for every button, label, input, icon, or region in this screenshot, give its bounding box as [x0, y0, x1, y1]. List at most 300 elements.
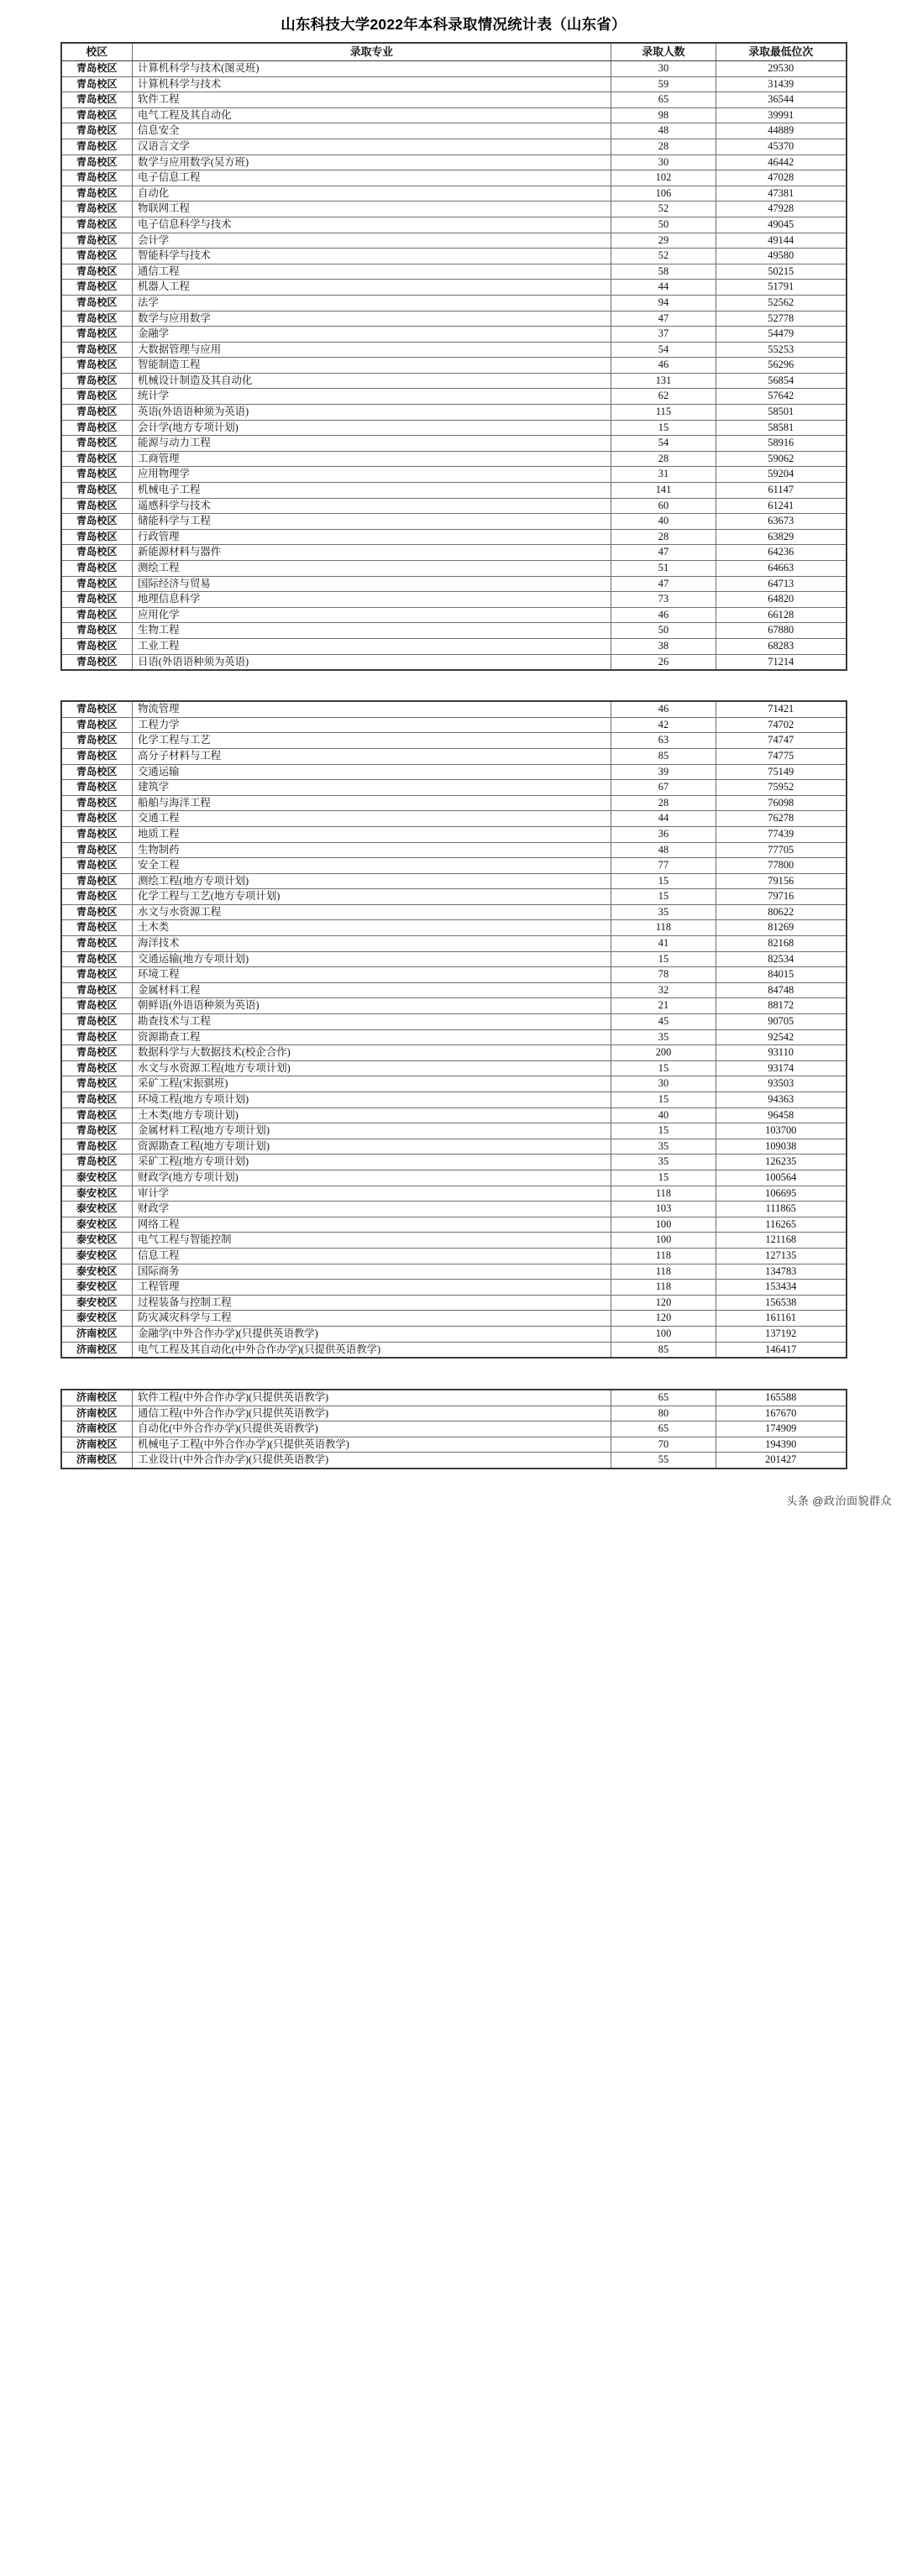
cell-count: 28	[611, 795, 716, 811]
cell-campus: 青岛校区	[61, 342, 133, 358]
cell-campus: 青岛校区	[61, 483, 133, 499]
cell-rank: 29530	[716, 61, 847, 77]
cell-campus: 泰安校区	[61, 1248, 133, 1264]
cell-count: 102	[611, 170, 716, 186]
cell-major: 工商管理	[133, 451, 611, 467]
table-row	[61, 1092, 847, 1108]
table-row	[61, 1248, 847, 1264]
cell-count: 54	[611, 436, 716, 452]
cell-major: 计算机科学与技术(图灵班)	[133, 61, 611, 77]
table-row	[61, 811, 847, 827]
table-row	[61, 1264, 847, 1280]
cell-major: 测绘工程	[133, 561, 611, 577]
table-row	[61, 451, 847, 467]
cell-count: 78	[611, 967, 716, 983]
cell-campus: 泰安校区	[61, 1170, 133, 1186]
table-row	[61, 936, 847, 952]
cell-campus: 青岛校区	[61, 1060, 133, 1076]
cell-campus: 青岛校区	[61, 123, 133, 139]
cell-count: 44	[611, 811, 716, 827]
table-row	[61, 342, 847, 358]
cell-major: 勘查技术与工程	[133, 1014, 611, 1030]
cell-major: 电气工程及其自动化	[133, 107, 611, 123]
cell-campus: 青岛校区	[61, 592, 133, 608]
cell-major: 计算机科学与技术	[133, 76, 611, 92]
table-header-row	[61, 43, 847, 61]
cell-major: 会计学	[133, 233, 611, 249]
cell-rank: 61147	[716, 483, 847, 499]
cell-campus: 青岛校区	[61, 701, 133, 717]
cell-campus: 泰安校区	[61, 1280, 133, 1296]
cell-count: 70	[611, 1437, 716, 1453]
table-row	[61, 107, 847, 123]
table-row	[61, 920, 847, 936]
cell-major: 软件工程(中外合作办学)(只提供英语教学)	[133, 1390, 611, 1406]
table-row	[61, 1202, 847, 1217]
cell-campus: 青岛校区	[61, 498, 133, 514]
cell-count: 37	[611, 327, 716, 343]
table-row	[61, 733, 847, 749]
cell-major: 国际经济与贸易	[133, 576, 611, 592]
table-row	[61, 1453, 847, 1469]
table-row	[61, 1154, 847, 1170]
cell-major: 新能源材料与器件	[133, 545, 611, 561]
cell-count: 15	[611, 1123, 716, 1139]
cell-count: 30	[611, 61, 716, 77]
cell-count: 30	[611, 1076, 716, 1092]
cell-count: 58	[611, 264, 716, 280]
cell-campus: 青岛校区	[61, 842, 133, 858]
table-row	[61, 1295, 847, 1311]
table-row	[61, 123, 847, 139]
cell-campus: 青岛校区	[61, 1154, 133, 1170]
cell-rank: 61241	[716, 498, 847, 514]
cell-count: 15	[611, 951, 716, 967]
table-row	[61, 358, 847, 374]
cell-rank: 55253	[716, 342, 847, 358]
cell-major: 自动化	[133, 186, 611, 202]
cell-major: 朝鲜语(外语语种须为英语)	[133, 998, 611, 1014]
cell-rank: 50215	[716, 264, 847, 280]
cell-count: 100	[611, 1326, 716, 1342]
cell-count: 50	[611, 217, 716, 233]
cell-major: 统计学	[133, 389, 611, 405]
cell-count: 77	[611, 858, 716, 874]
table-row	[61, 92, 847, 108]
cell-rank: 58916	[716, 436, 847, 452]
cell-campus: 青岛校区	[61, 920, 133, 936]
cell-major: 环境工程(地方专项计划)	[133, 1092, 611, 1108]
cell-count: 30	[611, 154, 716, 170]
cell-count: 50	[611, 623, 716, 639]
table-row	[61, 498, 847, 514]
cell-rank: 49580	[716, 249, 847, 264]
cell-rank: 77800	[716, 858, 847, 874]
cell-campus: 青岛校区	[61, 295, 133, 311]
cell-major: 化学工程与工艺	[133, 733, 611, 749]
cell-rank: 71421	[716, 701, 847, 717]
cell-campus: 青岛校区	[61, 998, 133, 1014]
cell-major: 财政学(地方专项计划)	[133, 1170, 611, 1186]
cell-campus: 泰安校区	[61, 1233, 133, 1249]
cell-count: 65	[611, 1390, 716, 1406]
cell-rank: 64820	[716, 592, 847, 608]
cell-count: 47	[611, 576, 716, 592]
cell-campus: 济南校区	[61, 1406, 133, 1422]
cell-rank: 127135	[716, 1248, 847, 1264]
cell-campus: 青岛校区	[61, 249, 133, 264]
table-row	[61, 311, 847, 327]
cell-campus: 青岛校区	[61, 967, 133, 983]
cell-rank: 161161	[716, 1311, 847, 1327]
cell-rank: 79156	[716, 873, 847, 889]
cell-campus: 泰安校区	[61, 1264, 133, 1280]
cell-campus: 青岛校区	[61, 1107, 133, 1123]
cell-rank: 111865	[716, 1202, 847, 1217]
cell-major: 交通工程	[133, 811, 611, 827]
cell-rank: 59062	[716, 451, 847, 467]
table-row	[61, 139, 847, 154]
cell-major: 储能科学与工程	[133, 514, 611, 530]
cell-major: 物联网工程	[133, 202, 611, 217]
cell-major: 海洋技术	[133, 936, 611, 952]
cell-major: 会计学(地方专项计划)	[133, 420, 611, 436]
cell-count: 85	[611, 1342, 716, 1358]
cell-campus: 济南校区	[61, 1342, 133, 1358]
cell-major: 国际商务	[133, 1264, 611, 1280]
cell-campus: 青岛校区	[61, 405, 133, 421]
cell-count: 65	[611, 92, 716, 108]
cell-count: 41	[611, 936, 716, 952]
cell-campus: 青岛校区	[61, 264, 133, 280]
cell-campus: 青岛校区	[61, 576, 133, 592]
cell-rank: 76098	[716, 795, 847, 811]
table-row	[61, 483, 847, 499]
cell-count: 118	[611, 1264, 716, 1280]
cell-rank: 84748	[716, 982, 847, 998]
cell-campus: 青岛校区	[61, 389, 133, 405]
table-row	[61, 889, 847, 905]
cell-rank: 82168	[716, 936, 847, 952]
cell-count: 131	[611, 373, 716, 389]
cell-major: 法学	[133, 295, 611, 311]
cell-major: 资源勘查工程(地方专项计划)	[133, 1139, 611, 1154]
cell-rank: 56296	[716, 358, 847, 374]
cell-major: 机械电子工程(中外合作办学)(只提供英语教学)	[133, 1437, 611, 1453]
cell-campus: 泰安校区	[61, 1202, 133, 1217]
cell-campus: 青岛校区	[61, 92, 133, 108]
cell-campus: 青岛校区	[61, 139, 133, 154]
table-row	[61, 764, 847, 780]
cell-campus: 青岛校区	[61, 1092, 133, 1108]
cell-campus: 青岛校区	[61, 76, 133, 92]
cell-campus: 青岛校区	[61, 358, 133, 374]
cell-major: 水文与水资源工程(地方专项计划)	[133, 1060, 611, 1076]
cell-rank: 52778	[716, 311, 847, 327]
table-row	[61, 967, 847, 983]
cell-count: 28	[611, 529, 716, 545]
cell-count: 80	[611, 1406, 716, 1422]
table-row	[61, 795, 847, 811]
cell-count: 118	[611, 1248, 716, 1264]
table-row	[61, 1280, 847, 1296]
cell-count: 54	[611, 342, 716, 358]
cell-count: 59	[611, 76, 716, 92]
cell-campus: 泰安校区	[61, 1295, 133, 1311]
cell-count: 100	[611, 1233, 716, 1249]
table-row	[61, 264, 847, 280]
cell-campus: 青岛校区	[61, 373, 133, 389]
table-row	[61, 561, 847, 577]
cell-major: 电子信息工程	[133, 170, 611, 186]
cell-campus: 泰安校区	[61, 1186, 133, 1202]
cell-major: 金融学(中外合作办学)(只提供英语教学)	[133, 1326, 611, 1342]
table-row	[61, 1123, 847, 1139]
cell-major: 水文与水资源工程	[133, 904, 611, 920]
table-row	[61, 826, 847, 842]
cell-major: 船舶与海洋工程	[133, 795, 611, 811]
cell-campus: 青岛校区	[61, 420, 133, 436]
cell-rank: 100564	[716, 1170, 847, 1186]
cell-rank: 90705	[716, 1014, 847, 1030]
cell-rank: 58581	[716, 420, 847, 436]
cell-rank: 88172	[716, 998, 847, 1014]
cell-count: 15	[611, 1060, 716, 1076]
cell-major: 土木类	[133, 920, 611, 936]
cell-rank: 146417	[716, 1342, 847, 1358]
cell-rank: 167670	[716, 1406, 847, 1422]
cell-campus: 青岛校区	[61, 795, 133, 811]
cell-rank: 74702	[716, 717, 847, 733]
table-row	[61, 1326, 847, 1342]
cell-major: 审计学	[133, 1186, 611, 1202]
cell-count: 39	[611, 764, 716, 780]
cell-count: 115	[611, 405, 716, 421]
cell-major: 过程装备与控制工程	[133, 1295, 611, 1311]
cell-count: 47	[611, 311, 716, 327]
cell-count: 141	[611, 483, 716, 499]
cell-campus: 青岛校区	[61, 748, 133, 764]
table-row	[61, 576, 847, 592]
cell-rank: 77705	[716, 842, 847, 858]
cell-count: 15	[611, 420, 716, 436]
cell-rank: 165588	[716, 1390, 847, 1406]
footer-credit: 头条 @政治面貌群众	[786, 1495, 892, 1508]
table-part-3	[60, 1389, 847, 1469]
cell-major: 数学与应用数学	[133, 311, 611, 327]
cell-count: 48	[611, 842, 716, 858]
cell-rank: 47381	[716, 186, 847, 202]
cell-rank: 92542	[716, 1029, 847, 1045]
table-row	[61, 436, 847, 452]
cell-rank: 71214	[716, 654, 847, 670]
cell-major: 通信工程(中外合作办学)(只提供英语教学)	[133, 1406, 611, 1422]
table-row	[61, 1311, 847, 1327]
cell-rank: 153434	[716, 1280, 847, 1296]
cell-rank: 68283	[716, 638, 847, 654]
table-part-1	[60, 42, 847, 671]
cell-rank: 64713	[716, 576, 847, 592]
cell-rank: 174909	[716, 1422, 847, 1437]
cell-count: 46	[611, 358, 716, 374]
cell-major: 电气工程与智能控制	[133, 1233, 611, 1249]
cell-rank: 103700	[716, 1123, 847, 1139]
cell-major: 金融学	[133, 327, 611, 343]
cell-campus: 青岛校区	[61, 811, 133, 827]
cell-rank: 137192	[716, 1326, 847, 1342]
cell-major: 采矿工程(宋振骐班)	[133, 1076, 611, 1092]
table-row	[61, 1029, 847, 1045]
cell-rank: 156538	[716, 1295, 847, 1311]
cell-campus: 青岛校区	[61, 951, 133, 967]
cell-count: 35	[611, 1029, 716, 1045]
cell-rank: 94363	[716, 1092, 847, 1108]
table-row	[61, 217, 847, 233]
cell-campus: 济南校区	[61, 1390, 133, 1406]
cell-campus: 青岛校区	[61, 280, 133, 296]
table-row	[61, 654, 847, 670]
cell-count: 21	[611, 998, 716, 1014]
table-row	[61, 1139, 847, 1154]
table-row	[61, 1060, 847, 1076]
cell-count: 48	[611, 123, 716, 139]
cell-major: 机械设计制造及其自动化	[133, 373, 611, 389]
table-row	[61, 295, 847, 311]
cell-campus: 青岛校区	[61, 1045, 133, 1061]
cell-campus: 青岛校区	[61, 529, 133, 545]
cell-major: 机械电子工程	[133, 483, 611, 499]
cell-rank: 80622	[716, 904, 847, 920]
cell-major: 软件工程	[133, 92, 611, 108]
cell-rank: 66128	[716, 607, 847, 623]
cell-major: 金属材料工程	[133, 982, 611, 998]
cell-count: 31	[611, 467, 716, 483]
column-header-count: 录取人数	[611, 43, 716, 61]
cell-campus: 青岛校区	[61, 873, 133, 889]
cell-major: 信息工程	[133, 1248, 611, 1264]
cell-count: 120	[611, 1295, 716, 1311]
cell-rank: 56854	[716, 373, 847, 389]
cell-rank: 54479	[716, 327, 847, 343]
table-row	[61, 1045, 847, 1061]
cell-rank: 84015	[716, 967, 847, 983]
cell-campus: 青岛校区	[61, 1123, 133, 1139]
table-row	[61, 170, 847, 186]
cell-campus: 济南校区	[61, 1437, 133, 1453]
cell-rank: 109038	[716, 1139, 847, 1154]
cell-campus: 泰安校区	[61, 1311, 133, 1327]
cell-count: 51	[611, 561, 716, 577]
cell-major: 工程力学	[133, 717, 611, 733]
cell-campus: 青岛校区	[61, 154, 133, 170]
cell-major: 电气工程及其自动化(中外合作办学)(只提供英语教学)	[133, 1342, 611, 1358]
cell-rank: 93174	[716, 1060, 847, 1076]
table-row	[61, 748, 847, 764]
cell-major: 数学与应用数学(吴方班)	[133, 154, 611, 170]
cell-count: 118	[611, 1186, 716, 1202]
cell-count: 42	[611, 717, 716, 733]
cell-rank: 45370	[716, 139, 847, 154]
cell-campus: 青岛校区	[61, 202, 133, 217]
table-row	[61, 1217, 847, 1233]
cell-rank: 93503	[716, 1076, 847, 1092]
column-header-campus: 校区	[61, 43, 133, 61]
cell-campus: 青岛校区	[61, 936, 133, 952]
table-block	[0, 42, 907, 671]
cell-campus: 青岛校区	[61, 904, 133, 920]
cell-major: 大数据管理与应用	[133, 342, 611, 358]
table-row	[61, 1342, 847, 1358]
table-row	[61, 780, 847, 796]
table-row	[61, 623, 847, 639]
cell-campus: 青岛校区	[61, 467, 133, 483]
cell-major: 金属材料工程(地方专项计划)	[133, 1123, 611, 1139]
cell-campus: 青岛校区	[61, 61, 133, 77]
cell-major: 能源与动力工程	[133, 436, 611, 452]
cell-rank: 31439	[716, 76, 847, 92]
cell-rank: 51791	[716, 280, 847, 296]
cell-campus: 济南校区	[61, 1453, 133, 1469]
cell-campus: 青岛校区	[61, 623, 133, 639]
cell-count: 60	[611, 498, 716, 514]
table-row	[61, 76, 847, 92]
cell-major: 网络工程	[133, 1217, 611, 1233]
cell-campus: 青岛校区	[61, 561, 133, 577]
cell-major: 汉语言文学	[133, 139, 611, 154]
cell-count: 44	[611, 280, 716, 296]
cell-rank: 57642	[716, 389, 847, 405]
cell-campus: 青岛校区	[61, 514, 133, 530]
cell-count: 15	[611, 873, 716, 889]
cell-rank: 121168	[716, 1233, 847, 1249]
table-row	[61, 858, 847, 874]
table-row	[61, 951, 847, 967]
cell-major: 地质工程	[133, 826, 611, 842]
cell-count: 36	[611, 826, 716, 842]
cell-rank: 77439	[716, 826, 847, 842]
cell-campus: 青岛校区	[61, 1014, 133, 1030]
cell-count: 118	[611, 1280, 716, 1296]
cell-major: 信息安全	[133, 123, 611, 139]
cell-campus: 青岛校区	[61, 1029, 133, 1045]
table-row	[61, 186, 847, 202]
cell-rank: 58501	[716, 405, 847, 421]
table-row	[61, 1107, 847, 1123]
cell-major: 电子信息科学与技术	[133, 217, 611, 233]
table-row	[61, 61, 847, 77]
cell-major: 机器人工程	[133, 280, 611, 296]
cell-count: 46	[611, 701, 716, 717]
table-block	[0, 700, 907, 1359]
cell-rank: 44889	[716, 123, 847, 139]
table-row	[61, 154, 847, 170]
cell-count: 118	[611, 920, 716, 936]
cell-rank: 201427	[716, 1453, 847, 1469]
cell-rank: 59204	[716, 467, 847, 483]
table-row	[61, 249, 847, 264]
cell-major: 应用物理学	[133, 467, 611, 483]
table-row	[61, 701, 847, 717]
cell-rank: 134783	[716, 1264, 847, 1280]
table-row	[61, 467, 847, 483]
cell-count: 94	[611, 295, 716, 311]
cell-campus: 青岛校区	[61, 436, 133, 452]
cell-rank: 75149	[716, 764, 847, 780]
cell-major: 遥感科学与技术	[133, 498, 611, 514]
cell-count: 29	[611, 233, 716, 249]
cell-rank: 81269	[716, 920, 847, 936]
cell-count: 28	[611, 451, 716, 467]
